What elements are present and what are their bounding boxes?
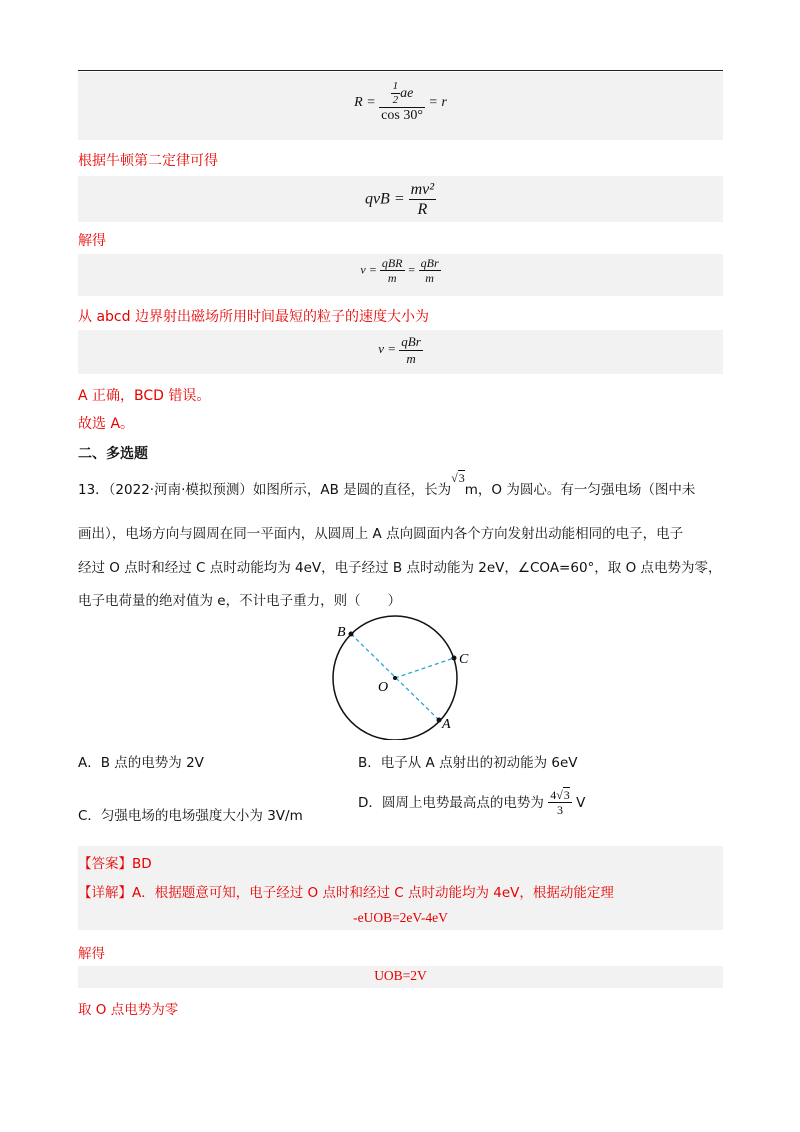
option-d-fraction: $\frac{4√3}{3}$ [550, 788, 570, 818]
equation-newton: qvB = $\frac{\text{mv²}}{R}$ [364, 181, 435, 219]
point-b [349, 632, 354, 637]
label-c: C [459, 652, 469, 667]
label-solve-2: 解得 [78, 946, 105, 962]
label-newton: 根据牛顿第二定律可得 [78, 153, 218, 169]
equation-velocity: v = $\frac{\text{qBR}}{m}$ = $\frac{\text{qBr}}{m}$ [360, 256, 439, 286]
last-line: 取 O 点电势为零 [78, 1002, 179, 1018]
label-abcd: 从 abcd 边界射出磁场所用时间最短的粒子的速度大小为 [78, 309, 429, 325]
eq1-half: $\frac{1}{2}$ [392, 80, 399, 107]
equation-velocity-final: v = $\frac{\text{qBr}}{m}$ [378, 334, 421, 366]
eq1-rhs: = r [428, 94, 447, 110]
label-solve-1: 解得 [78, 233, 106, 249]
eq1-fraction: $\frac{1}{2}$ ae cos 30° [381, 80, 423, 124]
point-c [452, 656, 457, 661]
option-a: A．B 点的电势为 2V [78, 755, 204, 771]
radius-oc [395, 658, 454, 678]
label-b: B [337, 625, 346, 640]
q13-line-2: 画出），电场方向与圆周在同一平面内，从圆周上 A 点向圆面内各个方向发射出动能相同的电子，电子 [78, 526, 684, 542]
equation-uob: UOB=2V [374, 968, 427, 983]
header-rule [78, 70, 723, 71]
detail-line: 【详解】A．根据题意可知，电子经过 O 点时和经过 C 点时动能均为 4eV，根据动能定理 [78, 885, 614, 901]
circle-figure [320, 615, 480, 740]
label-o: O [378, 680, 389, 695]
q13-line-4: 电子电荷量的绝对值为 e，不计电子重力，则（ ） [78, 593, 402, 609]
equation-energy-theorem: -eUOB=2eV-4eV [353, 910, 448, 925]
point-a [437, 718, 442, 723]
eq1-lhs: R = [354, 94, 376, 110]
section-title: 二、多选题 [78, 446, 148, 462]
eq2-fraction: $\frac{\text{mv²}}{R}$ [410, 181, 435, 219]
q13-line-1: 13．（2022·河南·模拟预测）如图所示，AB 是圆的直径，长为√3m，O 为圆心。有一匀强电场（图中未 [78, 471, 696, 498]
label-a: A [442, 717, 451, 732]
equation-radius [78, 80, 723, 125]
conclusion-choose-a: 故选 A。 [78, 416, 135, 432]
option-d: D．圆周上电势最高点的电势为 $\frac{4√3}{3}$ V [358, 788, 586, 818]
conclusion-a-correct: A 正确，BCD 错误。 [78, 388, 211, 404]
q13-sqrt: √3 [451, 471, 465, 485]
point-o [393, 676, 397, 680]
option-c: C．匀强电场的电场强度大小为 3V/m [78, 808, 303, 824]
answer-line: 【答案】BD [78, 856, 152, 872]
option-b: B．电子从 A 点射出的初动能为 6eV [358, 755, 578, 771]
q13-line-3: 经过 O 点时和经过 C 点时动能均为 4eV，电子经过 B 点时动能为 2eV，∠COA=60°，取 O 点电势为零， [78, 560, 722, 576]
